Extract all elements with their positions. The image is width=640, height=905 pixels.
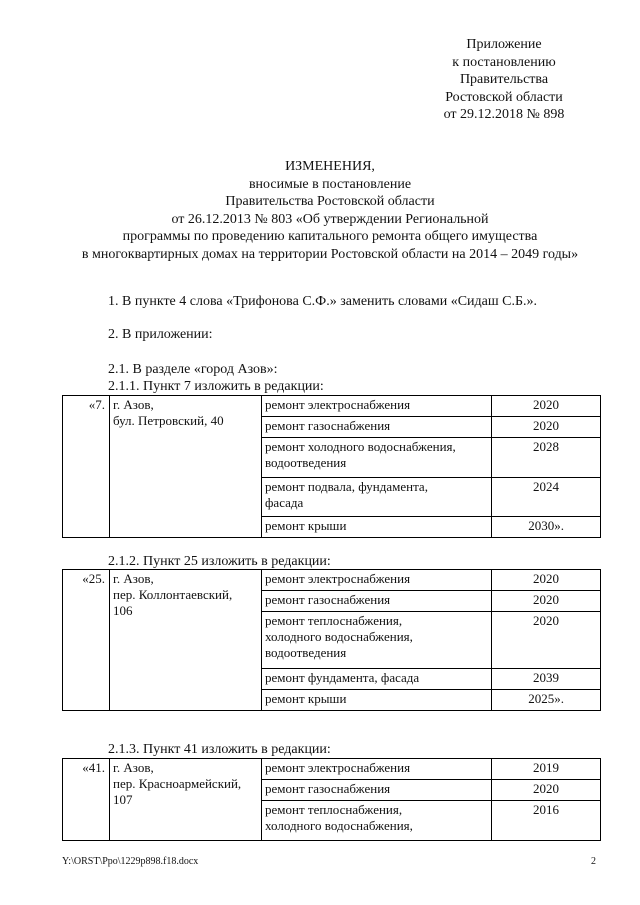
address-cell xyxy=(110,759,262,841)
table-item-41 xyxy=(62,758,601,841)
work-cell xyxy=(262,690,492,711)
work-cell xyxy=(262,417,492,438)
address-line: 106 xyxy=(113,603,133,618)
title-line: Правительства Ростовской области xyxy=(225,194,435,209)
work-line: фасада xyxy=(265,495,304,510)
work-line: ремонт холодного водоснабжения, xyxy=(265,439,456,454)
year-cell: 2024 xyxy=(492,478,601,517)
work-line: ремонт электроснабжения xyxy=(265,571,411,586)
table-row xyxy=(63,570,601,591)
work-cell xyxy=(262,478,492,517)
work-line: водоотведения xyxy=(265,455,347,470)
address-line: 107 xyxy=(113,792,133,807)
title-line: вносимые в постановление xyxy=(248,176,412,192)
table-item-25 xyxy=(62,569,601,711)
title-line: от 26.12.2013 № 803 «Об утверждении Региональной xyxy=(171,211,489,227)
paragraph-1: 1. В пункте 4 слова «Трифонова С.Ф.» заменить словами «Сидаш С.Б.». xyxy=(108,294,538,309)
work-line: холодного водоснабжения, xyxy=(265,629,413,644)
work-line: ремонт электроснабжения xyxy=(265,760,411,775)
work-line: ремонт газоснабжения xyxy=(265,418,391,433)
work-line: ремонт теплоснабжения, xyxy=(265,802,403,817)
footer-file-path: Y:\ORST\Ppo\1229p898.f18.docx xyxy=(62,856,199,867)
appendix-header xyxy=(400,36,608,124)
work-cell xyxy=(262,780,492,801)
item-number: «41. xyxy=(63,759,110,841)
work-line: ремонт подвала, фундамента, xyxy=(265,479,428,494)
address-line: пер. Коллонтаевский, xyxy=(113,587,233,602)
item-number: «7. xyxy=(63,396,110,538)
year-cell: 2020 xyxy=(492,396,601,417)
appendix-line: Приложение xyxy=(466,37,542,52)
work-line: холодного водоснабжения, xyxy=(265,818,413,833)
table-item-7 xyxy=(62,395,601,538)
year-cell: 2020 xyxy=(492,612,601,669)
title-heading: ИЗМЕНЕНИЯ, xyxy=(285,159,375,174)
work-cell xyxy=(262,669,492,690)
address-line: г. Азов, xyxy=(113,397,154,412)
paragraph-2-1-2: 2.1.2. Пункт 25 изложить в редакции: xyxy=(108,554,331,569)
title-line: программы по проведению капитального ремонта общего имущества xyxy=(122,229,538,244)
year-cell: 2020 xyxy=(492,417,601,438)
address-line: пер. Красноармейский, xyxy=(113,776,242,791)
document-title xyxy=(50,158,610,263)
work-line: ремонт электроснабжения xyxy=(265,397,411,412)
page-number: 2 xyxy=(591,856,596,867)
work-cell xyxy=(262,396,492,417)
address-line: бул. Петровский, 40 xyxy=(113,413,224,428)
work-line: ремонт крыши xyxy=(265,691,347,706)
address-line: г. Азов, xyxy=(113,760,154,775)
year-cell: 2028 xyxy=(492,438,601,478)
work-line: ремонт газоснабжения xyxy=(265,592,391,607)
year-cell: 2020 xyxy=(492,780,601,801)
table-row xyxy=(63,396,601,417)
year-cell: 2016 xyxy=(492,801,601,841)
work-cell xyxy=(262,570,492,591)
table-row xyxy=(63,759,601,780)
paragraph-2: 2. В приложении: xyxy=(108,327,213,342)
address-cell xyxy=(110,570,262,711)
paragraph-2-1-1: 2.1.1. Пункт 7 изложить в редакции: xyxy=(108,379,324,394)
paragraph-2-1-3: 2.1.3. Пункт 41 изложить в редакции: xyxy=(108,742,331,757)
work-line: ремонт газоснабжения xyxy=(265,781,391,796)
appendix-line: Ростовской области xyxy=(445,89,563,105)
work-line: ремонт крыши xyxy=(265,518,347,533)
work-cell xyxy=(262,517,492,538)
work-line: водоотведения xyxy=(265,645,347,660)
year-cell: 2019 xyxy=(492,759,601,780)
work-cell xyxy=(262,438,492,478)
item-number: «25. xyxy=(63,570,110,711)
paragraph-2-1: 2.1. В разделе «город Азов»: xyxy=(108,362,278,377)
work-cell xyxy=(262,801,492,841)
appendix-line: от 29.12.2018 № 898 xyxy=(443,107,565,122)
work-cell xyxy=(262,591,492,612)
year-cell: 2020 xyxy=(492,591,601,612)
address-cell xyxy=(110,396,262,538)
appendix-line: Правительства xyxy=(459,72,549,87)
year-cell: 2025». xyxy=(492,690,601,711)
year-cell: 2020 xyxy=(492,570,601,591)
appendix-line: к постановлению xyxy=(452,54,556,70)
year-cell: 2039 xyxy=(492,669,601,690)
work-cell xyxy=(262,759,492,780)
work-line: ремонт теплоснабжения, xyxy=(265,613,403,628)
title-line: в многоквартирных домах на территории Ростовской области на 2014 – 2049 годы» xyxy=(81,246,579,262)
work-line: ремонт фундамента, фасада xyxy=(265,670,420,685)
work-cell xyxy=(262,612,492,669)
address-line: г. Азов, xyxy=(113,571,154,586)
year-cell: 2030». xyxy=(492,517,601,538)
